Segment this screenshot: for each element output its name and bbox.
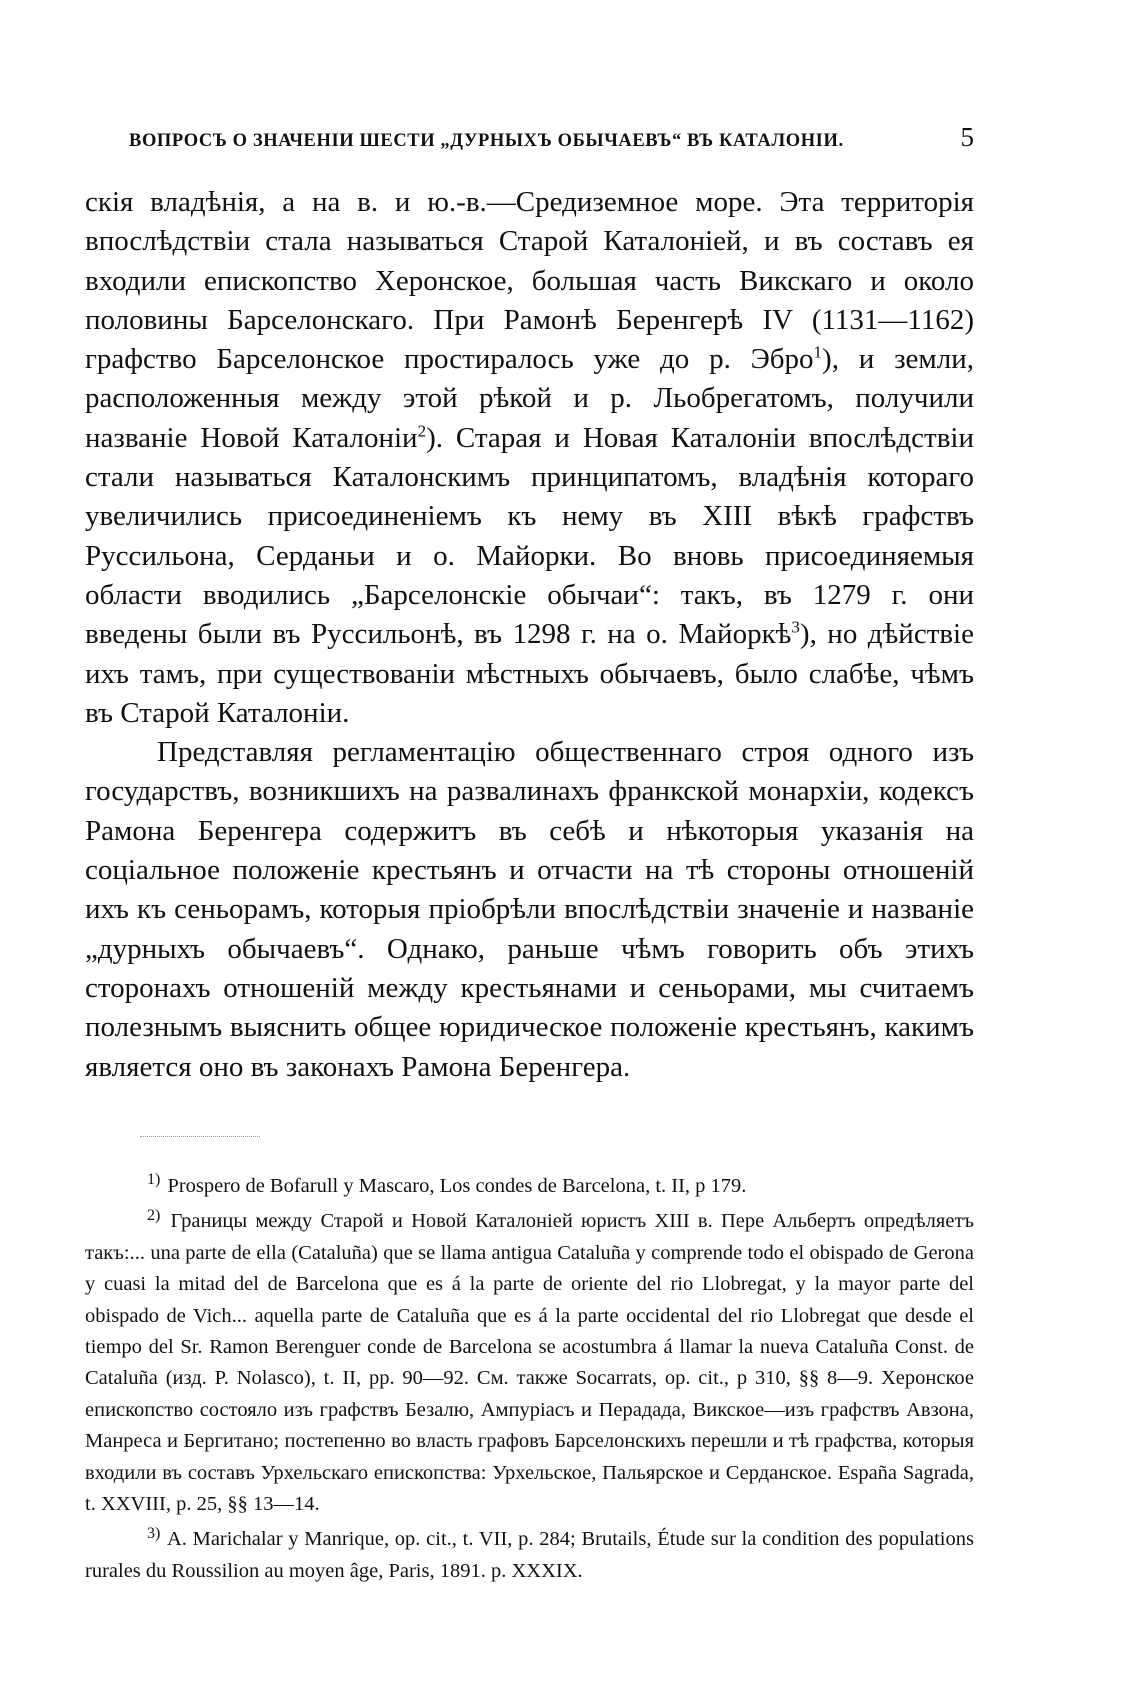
paragraph-1-part-4: ), но дѣйствіе ихъ тамъ, при существованіи мѣстныхъ обычаевъ, было слабѣе, чѣмъ въ Старой Каталоніи. [85,618,974,729]
footnote-2 [85,1206,974,1520]
paragraph-1-part-2: ), и земли, расположенныя между этой рѣкой и р. Льобрегатомъ, получили названіе Новой Каталоніи [85,343,974,454]
footnote-text: A. Marichalar y Manrique, op. cit., t. VII, p. 284; Brutails, Étude sur la condition des populations rurales du Roussilion au moyen âge, Paris, 1891. p. XXXIX. [85,1528,974,1582]
footnote-ref-2: 2 [417,421,427,441]
running-title: ВОПРОСЪ О ЗНАЧЕНІИ ШЕСТИ „ДУРНЫХЪ ОБЫЧАЕВЪ“ ВЪ КАТАЛОНІИ. [129,131,844,151]
paragraph-2: Представляя регламентацію общественнаго строя одного изъ государствъ, возникшихъ на развалинахъ франкской монархіи, кодексъ Рамона Беренгера содержитъ въ себѣ и нѣкоторыя указанія на соціальное положеніе крестьянъ и отчасти на тѣ стороны отношеній ихъ къ сеньорамъ, которыя пріобрѣли впослѣдствіи значеніе и названіе „дурныхъ обычаевъ“. Однако, раньше чѣмъ говорить объ этихъ сторонахъ отношеній между крестьянами и сеньорами, мы считаемъ полезнымъ выяснить общее юридическое положеніе крестьянъ, какимъ является оно въ законахъ Рамона Беренгера. [85,736,974,1083]
paragraph-1-part-3: ). Старая и Новая Каталоніи впослѣдствіи стали называться Каталонскимъ принципатомъ, владѣнія котораго увеличились присоединеніемъ къ нему въ XIII вѣкѣ графствъ Руссильона, Серданьи и о. Майорки. Во вновь присоединяемыя области вводились „Барселонскіе обычаи“: такъ, въ 1279 г. они введены были въ Руссильонѣ, въ 1298 г. на о. Майоркѣ [85,421,974,651]
footnote-text: Prospero de Bofarull y Mascaro, Los condes de Barcelona, t. II, p 179. [167,1175,747,1197]
page-number: 5 [960,122,974,152]
footnote-mark: 3) [147,1524,161,1542]
footnote-3 [85,1524,974,1587]
running-head [129,122,974,152]
footnote-1 [85,1171,974,1202]
footnote-ref-1: 1 [813,342,823,362]
paragraph-1-part-1: скія владѣнія, а на в. и ю.-в.—Средиземное море. Эта территорія впослѣдствіи стала называться Старой Каталоніей, и въ составъ ея входили епископство Херонское, большая часть Викскаго и около половины Барселонскаго. При Рамонѣ Беренгерѣ IV (1131—1162) графство Барселонское простиралось уже до р. Эбро [85,186,974,376]
footnote-mark: 1) [147,1171,161,1189]
footnotes [85,1171,974,1591]
paragraph-1 [85,183,974,733]
footnote-mark: 2) [147,1206,161,1224]
footnote-separator [140,1136,260,1137]
footnote-ref-3: 3 [791,617,800,637]
body-text [85,183,974,1087]
footnote-text: Границы между Старой и Новой Каталоніей юристъ XIII в. Пере Альбертъ опредѣляетъ такъ:... una parte de ella (Cataluña) que se llama antigua Cataluña y comprende todo el obispado de Gerona y cuasi la mitad del de Barcelona que es á la parte de oriente del rio Llobregat, y la mayor parte del obispado de Vich... aquella parte de Cataluña que es á la parte occidental del rio Llobregat que desde el tiempo del Sr. Ramon Berenguer conde de Barcelona se acostumbra á llamar la nueva Cataluña Const. de Cataluña (изд. P. Nolasco), t. II, pp. 90—92. См. также Socarrats, op. cit., p 310, §§ 8—9. Херонское епископство состояло изъ графствъ Безалю, Ампуріасъ и Перадада, Викское—изъ графствъ Авзона, Манреса и Бергитано; постепенно во власть графовъ Барселонскихъ перешли и тѣ графства, которыя входили въ составъ Урхельскаго епископства: Урхельское, Пальярское и Серданское. España Sagrada, t. XXVIII, p. 25, §§ 13—14. [85,1210,974,1516]
